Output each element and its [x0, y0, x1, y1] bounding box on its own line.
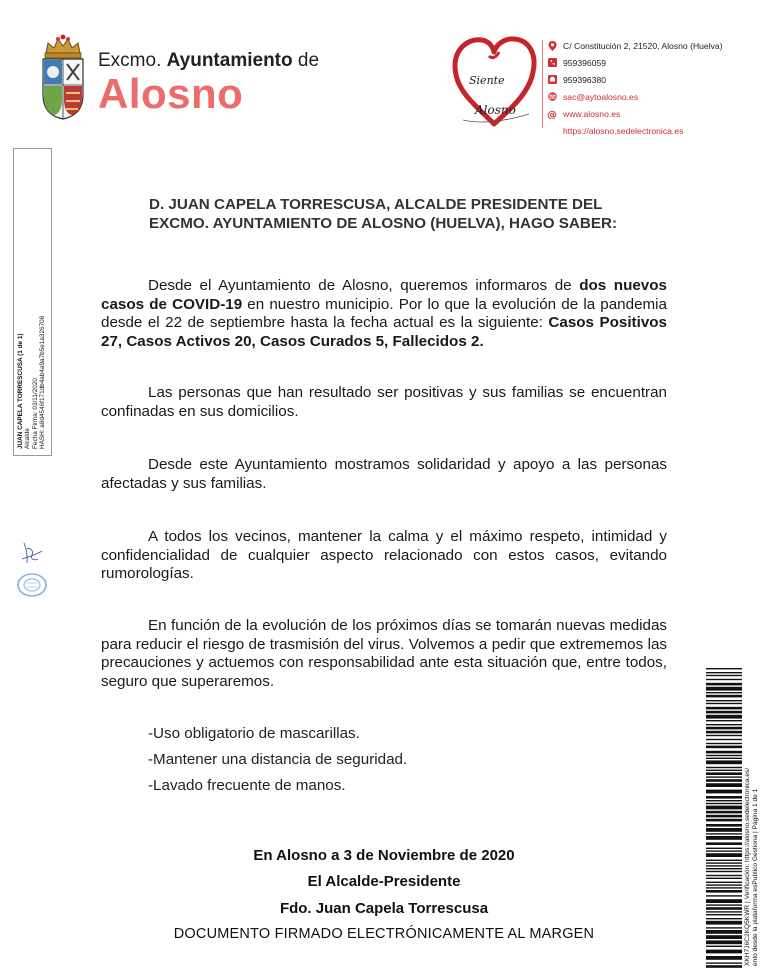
location-pin-icon — [547, 41, 557, 51]
verification-barcode-icon — [706, 668, 742, 968]
contact-web[interactable] — [547, 105, 777, 122]
sede-electronica-link[interactable]: https://alosno.sedelectronica.es — [563, 125, 684, 136]
bullet-distance: -Mantener una distancia de seguridad. — [148, 751, 408, 768]
paragraph-calm — [101, 528, 667, 584]
web-icon — [547, 109, 557, 119]
p1-highlight: dos nuevos casos de COVID-19 — [101, 277, 667, 313]
signed-by: Fdo. Juan Capela Torrescusa — [279, 900, 489, 917]
paragraph-solidarity — [101, 456, 667, 493]
handwritten-signature-icon — [18, 541, 46, 567]
p3-text: Desde este Ayuntamiento mostramos solidaridad y apoyo a las personas afectadas y sus familias. — [101, 456, 667, 492]
svg-text:@: @ — [547, 109, 557, 119]
address-text: C/ Constitución 2, 21520, Alosno (Huelva) — [563, 40, 723, 51]
contact-sede[interactable] — [547, 122, 777, 139]
paragraph-measures — [101, 617, 667, 691]
contact-email[interactable] — [547, 88, 777, 105]
heading-line-1: D. JUAN CAPELA TORRESCUSA, ALCALDE PRESIDENTE DEL — [149, 196, 603, 213]
p1-text-a: Desde el Ayuntamiento de Alosno, queremos informaros de — [148, 277, 580, 294]
siente-alosno-heart-logo-icon — [449, 34, 539, 132]
signer-role: Alcalde — [24, 428, 32, 449]
contact-block — [547, 37, 777, 139]
signature-date: Fecha Firma: 03/11/2020 — [31, 378, 39, 449]
website-link[interactable]: www.alosno.es — [563, 108, 621, 119]
contact-fax — [547, 71, 777, 88]
bullet-masks: -Uso obligatorio de mascarillas. — [148, 725, 360, 742]
signature-hash: HASH: a8d4546f171db4ab4a9a7b5e1a326708 — [39, 315, 47, 449]
organization-title — [98, 50, 319, 72]
electronic-signature-stamp — [13, 148, 52, 456]
paragraph-covid-cases — [101, 277, 667, 351]
logo-script-alosno: Alosno — [475, 103, 516, 117]
municipal-coat-of-arms-icon — [38, 33, 88, 121]
heading-line-2: EXCMO. AYUNTAMIENTO DE ALOSNO (HUELVA), HAGO SABER: — [149, 215, 618, 232]
p2-text: Las personas que han resultado ser positivas y sus familias se encuentran confinadas en sus domicilios. — [101, 384, 667, 420]
fax-icon — [547, 75, 557, 85]
logo-script-siente: Siente — [469, 74, 505, 87]
bullet-handwashing: -Lavado frecuente de manos. — [148, 777, 346, 794]
verification-code: XKH7J6C2KQ5KWR | Verificación: https://alosno.sedelectronica.es/ — [744, 767, 751, 966]
p1-text-b: en nuestro municipio. Por lo que la evolución de la pandemia desde el 22 de septiembre hasta la fecha actual es la siguiente: — [101, 295, 667, 331]
email-link[interactable]: sac@aytoalosno.es — [563, 91, 639, 102]
signer-role-closing: El Alcalde-Presidente — [307, 873, 461, 890]
p5-text: En función de la evolución de los próximos días se tomarán nuevas medidas para reducir el riesgo de trasmisión del virus. Volvemos a pedir que extrememos las precauciones y actuemos con responsabilidad ante esta situación que, entre todos, seguro que superaremos. — [101, 617, 667, 690]
signature-stamp-text — [17, 159, 47, 449]
verification-text — [744, 666, 760, 966]
official-seal-icon — [16, 571, 48, 599]
town-name: Alosno — [98, 70, 244, 117]
contact-address — [547, 37, 777, 54]
verification-platform: ento desde la plataforma esPublico Gestiona | Página 1 de 1 — [752, 788, 759, 966]
fax-text: 959396380 — [563, 74, 607, 85]
place-date: En Alosno a 3 de Noviembre de 2020 — [253, 847, 515, 864]
electronic-signature-note: DOCUMENTO FIRMADO ELECTRÓNICAMENTE AL MARGEN — [173, 926, 595, 942]
decree-heading — [149, 195, 669, 233]
email-icon — [547, 92, 557, 102]
org-suffix: de — [297, 50, 320, 71]
org-prefix: Excmo. — [98, 50, 162, 71]
phone-icon — [547, 58, 557, 68]
paragraph-confinement — [101, 384, 667, 421]
signer-name: JUAN CAPELA TORRESCUSA (1 de 1) — [17, 333, 24, 449]
phone-text: 959396059 — [563, 57, 607, 68]
contact-phone — [547, 54, 777, 71]
p4-text: A todos los vecinos, mantener la calma y el máximo respeto, intimidad y confidencialidad de cualquier aspecto relacionado con estos casos, evitando rumorologías. — [101, 528, 667, 582]
case-statistics: Casos Positivos 27, Casos Activos 20, Casos Curados 5, Fallecidos 2. — [101, 314, 668, 350]
org-name-bold: Ayuntamiento — [166, 50, 293, 71]
contact-divider — [542, 40, 543, 128]
